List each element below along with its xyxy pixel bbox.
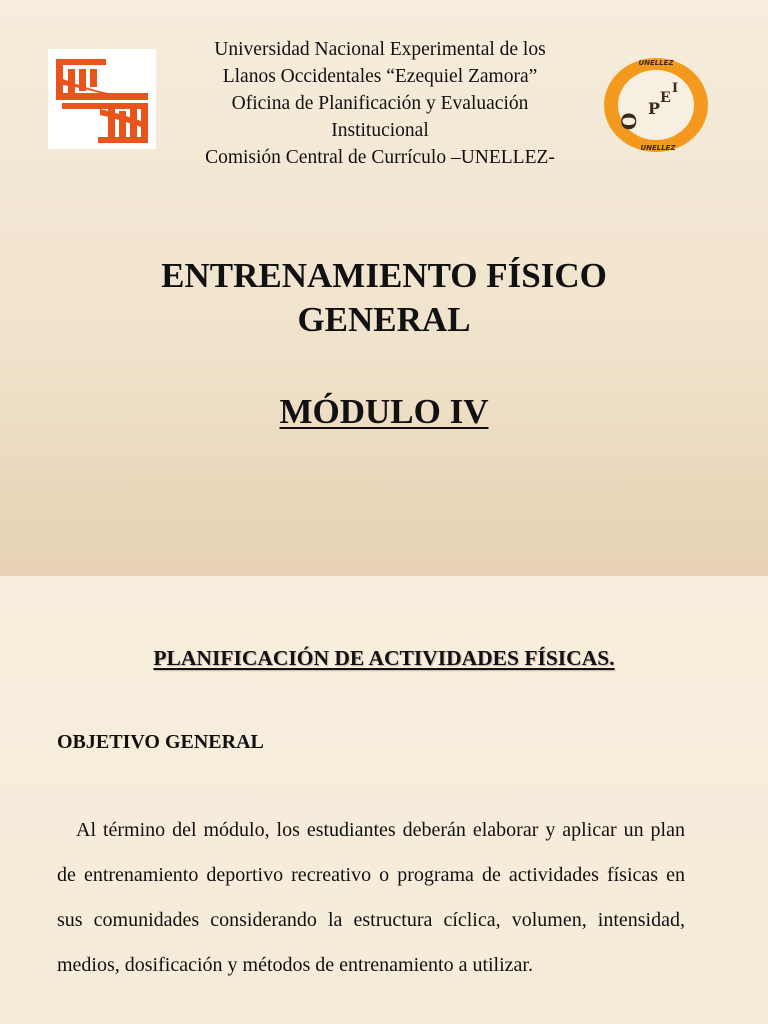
- header-line-5: Comisión Central de Currículo –UNELLEZ-: [205, 147, 555, 168]
- objective-heading: OBJETIVO GENERAL: [57, 731, 264, 753]
- slide-2: [0, 576, 768, 1024]
- opei-seal-graphic: [598, 52, 718, 158]
- module-title: MÓDULO IV: [279, 392, 489, 431]
- header-line-3: Oficina de Planificación y Evaluación: [231, 93, 529, 114]
- header-line-1: Universidad Nacional Experimental de los: [214, 39, 546, 60]
- svg-text:E: E: [660, 90, 671, 106]
- university-logo-graphic: [48, 49, 156, 149]
- opei-seal-icon: [598, 52, 718, 158]
- header-line-4: Institucional: [331, 120, 429, 141]
- university-logo-icon: [48, 49, 156, 149]
- seal-top-text: UNELLEZ: [638, 59, 674, 67]
- svg-text:O: O: [617, 112, 641, 130]
- course-title-line-2: GENERAL: [297, 300, 471, 339]
- svg-text:I: I: [672, 81, 679, 96]
- header-line-2: Llanos Occidentales “Ezequiel Zamora”: [222, 66, 538, 87]
- institution-header: [160, 36, 600, 171]
- objective-paragraph: Al término del módulo, los estudiantes deberán elaborar y aplicar un plan de entrenamiento deportivo recreativo o programa de actividades físicas en sus comunidades considerando la estructura cíclica, volumen, intensidad, medios, dosificación y métodos de entrenamiento a utilizar.: [57, 819, 685, 976]
- section-heading: PLANIFICACIÓN DE ACTIVIDADES FÍSICAS.: [153, 646, 615, 670]
- course-title-line-1: ENTRENAMIENTO FÍSICO: [161, 256, 607, 295]
- course-title: [90, 254, 678, 342]
- svg-text:P: P: [648, 99, 661, 118]
- seal-bottom-text: UNELLEZ: [640, 144, 676, 152]
